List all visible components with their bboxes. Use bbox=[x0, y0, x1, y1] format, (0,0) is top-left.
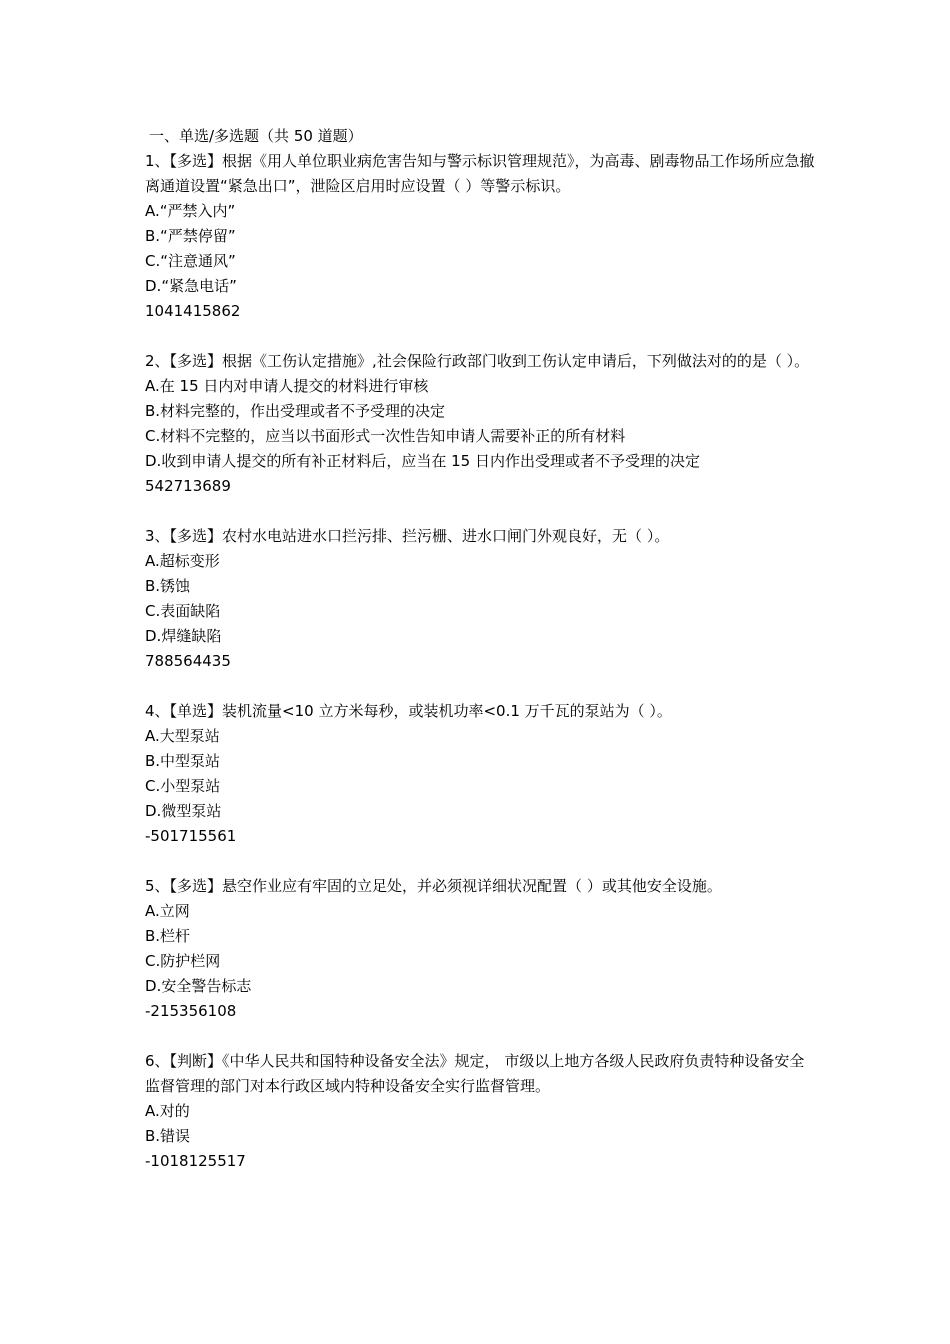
question-stem: 1、【多选】根据《用人单位职业病危害告知与警示标识管理规范》，为高毒、剧毒物品工作场所应急撤离通道设置“紧急出口”，泄险区启用时应设置（ ）等警示标识。 bbox=[145, 152, 815, 195]
option-b: B.栏杆 bbox=[145, 927, 191, 945]
question-code: -501715561 bbox=[145, 827, 237, 845]
question-6 bbox=[145, 1049, 815, 1174]
question-5 bbox=[145, 874, 815, 1024]
question-stem: 2、【多选】根据《工伤认定措施》,社会保险行政部门收到工伤认定申请后，下列做法对的的是（ ）。 bbox=[145, 352, 810, 370]
option-b: B.“严禁停留” bbox=[145, 227, 236, 245]
option-b: B.错误 bbox=[145, 1127, 191, 1145]
question-code: 542713689 bbox=[145, 477, 231, 495]
option-b: B.中型泵站 bbox=[145, 752, 221, 770]
question-code: -1018125517 bbox=[145, 1152, 246, 1170]
option-a: A.立网 bbox=[145, 902, 190, 920]
option-a: A.超标变形 bbox=[145, 552, 220, 570]
question-code: 1041415862 bbox=[145, 302, 241, 320]
option-a: A.大型泵站 bbox=[145, 727, 220, 745]
option-c: C.小型泵站 bbox=[145, 777, 221, 795]
option-d: D.安全警告标志 bbox=[145, 977, 252, 995]
option-d: D.焊缝缺陷 bbox=[145, 627, 222, 645]
option-a: A.“严禁入内” bbox=[145, 202, 236, 220]
option-c: C.“注意通风” bbox=[145, 252, 236, 270]
option-c: C.表面缺陷 bbox=[145, 602, 221, 620]
question-stem: 5、【多选】悬空作业应有牢固的立足处，并必须视详细状况配置（ ）或其他安全设施。 bbox=[145, 877, 722, 895]
question-2 bbox=[145, 349, 815, 499]
question-stem: 3、【多选】农村水电站进水口拦污排、拦污栅、进水口闸门外观良好，无（ ）。 bbox=[145, 527, 670, 545]
option-d: D.“紧急电话” bbox=[145, 277, 237, 295]
option-c: C.材料不完整的，应当以书面形式一次性告知申请人需要补正的所有材料 bbox=[145, 427, 626, 445]
option-a: A.对的 bbox=[145, 1102, 190, 1120]
question-stem: 6、【判断】《中华人民共和国特种设备安全法》规定， 市级以上地方各级人民政府负责特种设备安全监督管理的部门对本行政区域内特种设备安全实行监督管理。 bbox=[145, 1052, 805, 1095]
question-4 bbox=[145, 699, 815, 849]
question-stem: 4、【单选】装机流量<10 立方米每秒，或装机功率<0.1 万千瓦的泵站为（ ）。 bbox=[145, 702, 672, 720]
question-code: 788564435 bbox=[145, 652, 231, 670]
option-b: B.材料完整的，作出受理或者不予受理的决定 bbox=[145, 402, 446, 420]
question-1 bbox=[145, 149, 815, 324]
option-d: D.微型泵站 bbox=[145, 802, 222, 820]
option-c: C.防护栏网 bbox=[145, 952, 221, 970]
question-code: -215356108 bbox=[145, 1002, 237, 1020]
option-b: B.锈蚀 bbox=[145, 577, 191, 595]
question-3 bbox=[145, 524, 815, 674]
document-page bbox=[145, 124, 815, 1199]
option-d: D.收到申请人提交的所有补正材料后，应当在 15 日内作出受理或者不予受理的决定 bbox=[145, 452, 700, 470]
option-a: A.在 15 日内对申请人提交的材料进行审核 bbox=[145, 377, 429, 395]
section-title: 一、单选/多选题（共 50 道题） bbox=[149, 127, 363, 145]
